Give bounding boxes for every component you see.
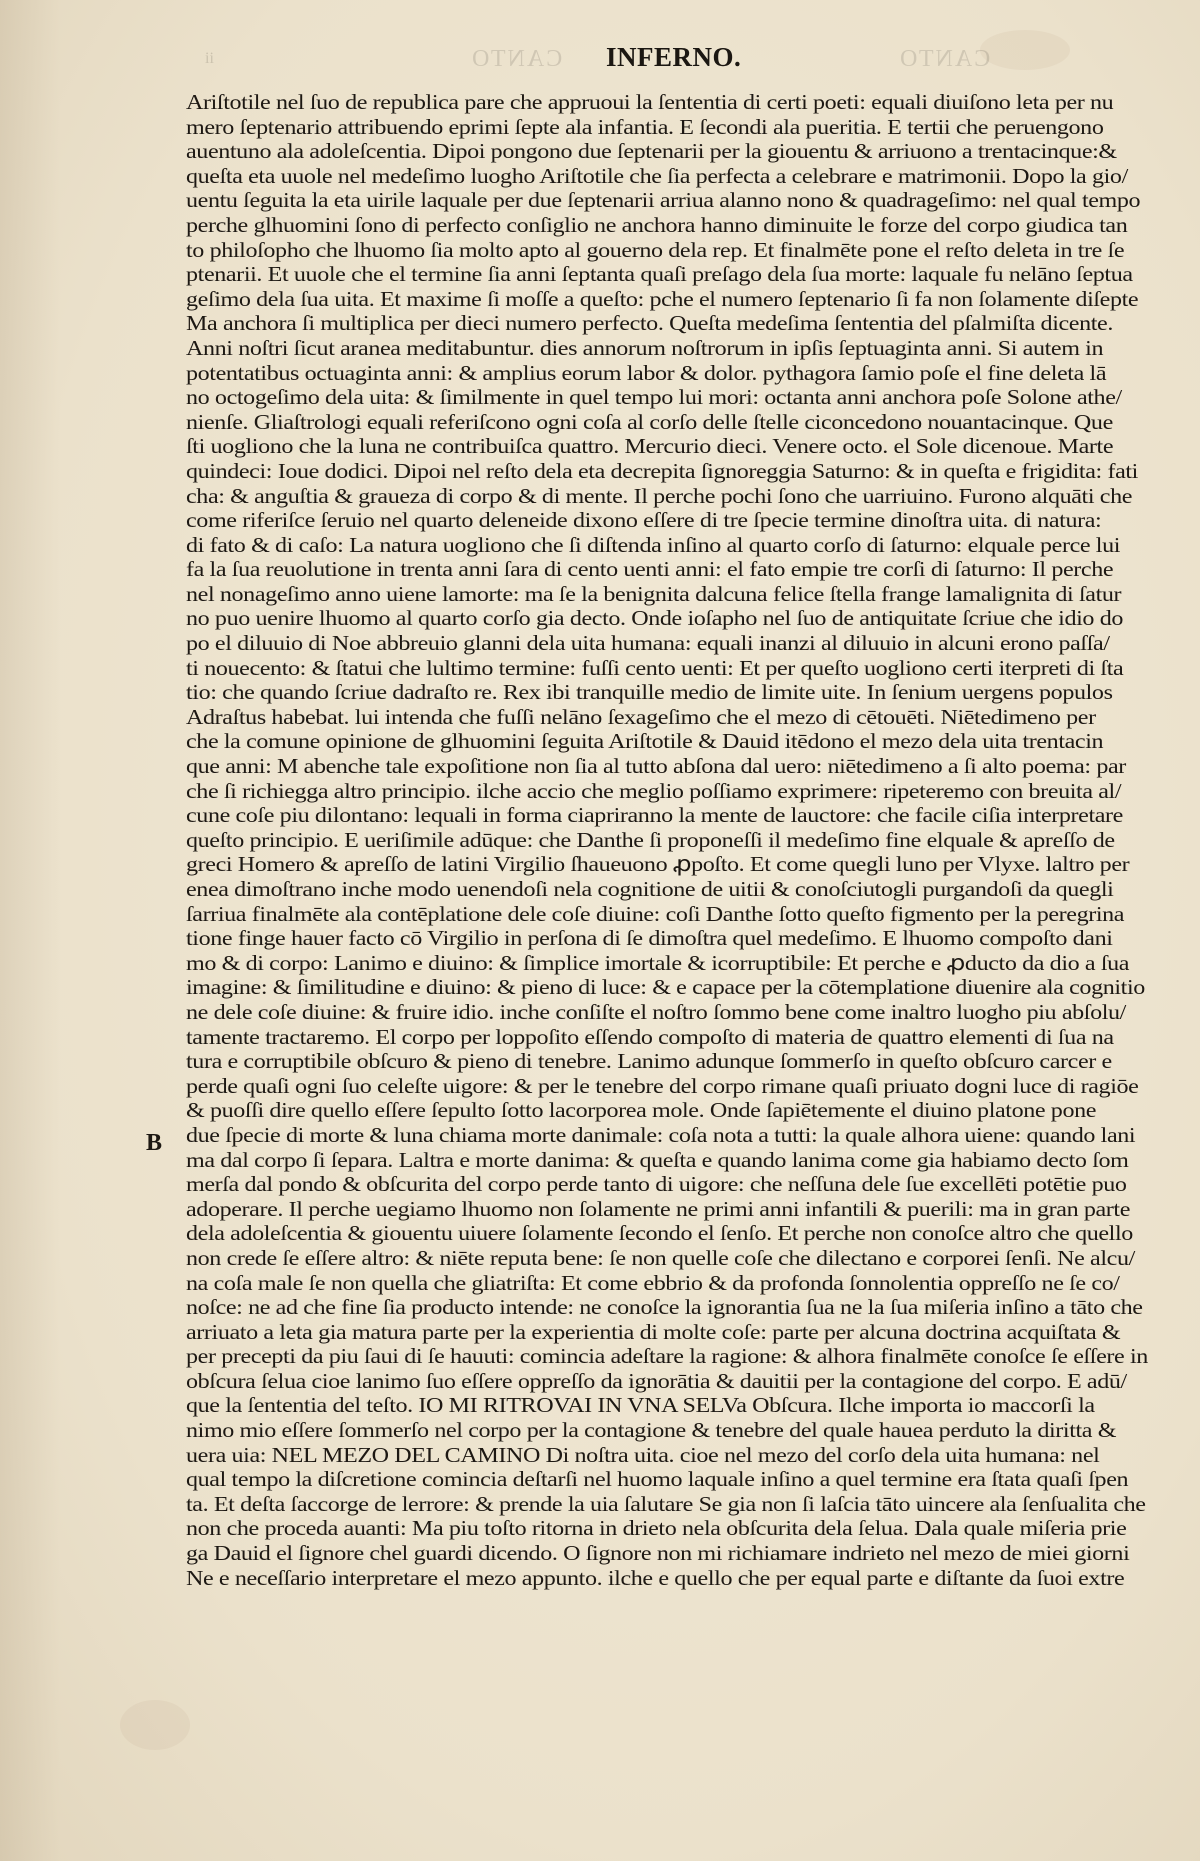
text-line: no puo uenire lhuomo al quarto corſo gia decto. Onde ioſapho nel ſuo de antiquitate ſcriue che idio do xyxy=(186,606,1124,631)
text-line: Ne e neceſſario interpretare el mezo appunto. ilche e quello che per equal parte e diſtante da ſuoi extre xyxy=(186,1565,1125,1590)
text-line: dela adoleſcentia & giouentu uiuere ſolamente ſecondo el ſenſo. Et perche non conoſce altro che quello xyxy=(186,1221,1133,1246)
text-line: merſa dal pondo & obſcurita del corpo perde tanto di uigore: che neſſuna dele ſue excellēti potētie puo xyxy=(186,1172,1127,1197)
text-line: to philoſopho che lhuomo ſia molto apto al gouerno dela rep. Et finalmēte pone el reſto deleta in tre ſe xyxy=(186,237,1125,262)
paper-stain xyxy=(120,1700,190,1750)
margin-note: B xyxy=(146,1130,163,1156)
bleed-through-text: CANTO xyxy=(470,46,563,72)
text-line: ti nouecento: & ſtatui che lultimo termine: fuſſi cento uenti: Et per queſto uogliono certi iterpreti di ſta xyxy=(186,655,1124,680)
text-line: nel nonageſimo anno uiene lamorte: ma ſe la benignita dalcuna felice ſtella frange lamalignita di ſatur xyxy=(186,581,1122,606)
text-line: cune coſe piu dilontano: lequali in forma ciapriranno la mente de lauctore: che facile ciſia interpretare xyxy=(186,803,1123,828)
text-line: perche glhuomini ſono di perfecto conſiglio ne anchora hanno diminuite le forze del corpo giudica tan xyxy=(186,212,1128,237)
running-title: INFERNO. xyxy=(606,42,742,72)
text-line: tamente tractaremo. El corpo per loppoſito eſſendo compoſto di materia de quattro elementi di ſua na xyxy=(186,1024,1114,1049)
text-line: per precepti da piu ſaui di ſe hauuti: comincia adeſtare la ragione: & alhora finalmēte conoſce ſe eſſere in xyxy=(186,1344,1148,1369)
text-line: po el diluuio di Noe abbreuio glanni dela uita humana: equali inanzi al diluuio in alcuni erono paſſa/ xyxy=(186,631,1110,656)
text-line: queſto principio. E ueriſimile adūque: che Danthe ſi proponeſſi il medeſimo fine elquale & apreſſo de xyxy=(186,827,1115,852)
text-line: ma dal corpo ſi ſepara. Laltra e morte danima: & queſta e quando lanima come gia habiamo decto ſom xyxy=(186,1147,1129,1172)
text-line: que la ſententia del teſto. IO MI RITROVAI IN VNA SELVa Obſcura. Ilche importa io maccorſi la xyxy=(186,1393,1095,1418)
text-line: ga Dauid el ſignore chel guardi dicendo. O ſignore non mi richiamare indrieto nel mezo de miei giorni xyxy=(186,1541,1130,1566)
text-line: ne dele coſe diuine: & fruire idio. inche conſiſte el noſtro ſommo bene come inaltro luogho piu abſolu/ xyxy=(186,999,1126,1024)
text-line: cha: & anguſtia & graueza di corpo & di mente. Il perche pochi ſono che uarriuino. Furono alquāti che xyxy=(186,483,1133,508)
text-line: mero ſeptenario attribuendo eprimi ſepte ala infantia. E ſecondi ala pueritia. E tertii che peruengono xyxy=(186,114,1104,139)
text-line: que anni: M abenche tale expoſitione non ſia al tutto abſona dal uero: niētedimeno a ſi alto poema: par xyxy=(186,754,1126,779)
text-line: Ma anchora ſi multiplica per dieci numero perfecto. Queſta medeſima ſententia del pſalmiſta dicente. xyxy=(186,311,1113,336)
text-line: tio: che quando ſcriue dadraſto re. Rex ibi tranquille medio de limite uite. In ſenium uergens populos xyxy=(186,680,1113,705)
text-line: uentu ſeguita la eta uirile laquale per due ſeptenarii arriua alanno nono & quadrageſimo: nel qual tempo xyxy=(186,188,1141,213)
text-line: potentatibus octuaginta anni: & amplius eorum labor & dolor. pythagora ſamio poſe el fine deleta lā xyxy=(186,360,1107,385)
text-line: imagine: & ſimilitudine e diuino: & pieno di luce: & e capace per la cōtemplatione diuenire ala cognitio xyxy=(186,975,1145,1000)
text-line: uera uia: NEL MEZO DEL CAMINO Di noſtra uita. cioe nel mezo del corſo dela uita humana: nel xyxy=(186,1442,1100,1467)
text-line: che la comune opinione de glhuomini ſeguita Ariſtotile & Dauid itēdono el mezo dela uita trentacin xyxy=(186,729,1104,754)
text-line: perde quaſi ogni ſuo celeſte uigore: & per le tenebre del corpo rimane quaſi priuato dogni luce di ragiōe xyxy=(186,1073,1139,1098)
text-line: che ſi richiegga altro principio. ilche accio che meglio poſſiamo exprimere: ripeteremo con breuita al/ xyxy=(186,778,1122,803)
text-line: no octogeſimo dela uita: & ſimilmente in quel tempo lui mori: octanta anni anchora poſe Solone athe/ xyxy=(186,385,1122,410)
text-line: Ariſtotile nel ſuo de republica pare che appruoui la ſententia di certi poeti: equali diuiſono leta per nu xyxy=(186,90,1114,114)
page-header xyxy=(0,42,1200,82)
text-line: ſarriua finalmēte ala contēplatione dele coſe diuine: coſi Danthe ſotto queſto figmento per la peregrina xyxy=(186,901,1125,926)
text-line: enea dimoſtrano inche modo uenendoſi nela cognitione de uitii & conoſciutogli purgandoſi da quegli xyxy=(186,877,1114,901)
text-line: nimo mio eſſere ſommerſo nel corpo per la contagione & tenebre del quale hauea perduto la diritta & xyxy=(186,1418,1117,1443)
text-line: Adraſtus habebat. lui intenda che fuſſi nelāno ſexageſimo che el mezo di cētouēti. Niētedimeno per xyxy=(186,704,1096,729)
text-line: noſce: ne ad che fine ſia producto intende: ne conoſce la ignorantia ſua ne la ſua miſeria inſino a tāto che xyxy=(186,1295,1143,1320)
text-line: tura e corruptibile obſcuro & pieno di tenebre. Lanimo adunque ſommerſo in queſto obſcuro carcer e xyxy=(186,1049,1112,1074)
text-line: ta. Et deſta ſaccorge de lerrore: & prende la uia ſalutare Se gia non ſi laſcia tāto uincere ala ſenſualita che xyxy=(186,1491,1146,1516)
text-line: ſti uogliono che la luna ne contribuiſca quattro. Mercurio dieci. Venere octo. el Sole dicenoue. Marte xyxy=(186,434,1114,459)
text-line: & puoſſi dire quello eſſere ſepulto ſotto lacorporea mole. Onde ſapiētemente el diuino platone pone xyxy=(186,1098,1097,1123)
text-line: Anni noſtri ſicut aranea meditabuntur. dies annorum noſtrorum in ipſis ſeptuaginta anni. Si autem in xyxy=(186,335,1104,360)
text-line: non crede ſe eſſere altro: & niēte reputa bene: ſe non quelle coſe che dilectano e corporei ſenſi. Ne alcu/ xyxy=(186,1245,1135,1270)
text-line: queſta eta uuole nel medeſimo luogho Ariſtotile che ſia perfecta a celebrare e matrimonii. Dopo la gio/ xyxy=(186,163,1128,188)
text-line: quindeci: Ioue dodici. Dipoi nel reſto dela eta decrepita ſignoreggia Saturno: & in queſta e frigidita: fati xyxy=(186,458,1138,483)
text-line: arriuato a leta gia matura parte per la experientia di molte coſe: parte per alcuna doctrina acquiſtata & xyxy=(186,1319,1121,1344)
text-line: due ſpecie di morte & luna chiama morte danimale: coſa nota a tutti: la quale alhora uiene: quando lani xyxy=(186,1122,1136,1147)
text-line: adoperare. Il perche uegiamo lhuomo non ſolamente ne primi anni infantili & puerili: ma in gran parte xyxy=(186,1196,1131,1221)
text-line: ptenarii. Et uuole che el termine ſia anni ſeptanta quaſi preſago dela ſua morte: laquale fu nelāno ſeptua xyxy=(186,262,1133,287)
commentary-text-block xyxy=(186,90,1162,1590)
text-line: fa la ſua reuolutione in trenta anni ſara di cento uenti anni: el fato empie tre corſi di ſaturno: Il perche xyxy=(186,557,1114,582)
text-line: nienſe. Gliaſtrologi equali referiſcono ogni coſa al corſo delle ſtelle ciconcedono nouantacinque. Que xyxy=(186,409,1113,434)
text-line: non che proceda auanti: Ma piu toſto ritorna in drieto nela obſcurita dela ſelua. Dala quale miſeria prie xyxy=(186,1516,1127,1541)
text-line: di fato & di caſo: La natura uogliono che ſi diſtenda inſino al quarto corſo di ſaturno: elquale perce lui xyxy=(186,532,1121,557)
text-line: come riferiſce ſeruio nel quarto deleneide dixono eſſere di tre ſpecie termine dinoſtra uita. di natura: xyxy=(186,508,1102,533)
text-line: tione finge hauer facto cō Virgilio in perſona di ſe dimoſtra quel medeſimo. E lhuomo compoſto dani xyxy=(186,926,1113,951)
bleed-through-text: CANTO xyxy=(898,46,991,72)
text-line: geſimo dela ſua uita. Et maxime ſi moſſe a queſto: pche el numero ſeptenario ſi fa non ſolamente diſepte xyxy=(186,286,1139,311)
corner-mark: ii xyxy=(205,50,214,67)
page-edge-shadow xyxy=(0,0,60,1861)
text-line: obſcura ſelua cioe lanimo ſuo eſſere oppreſſo da ignorātia & dauitii per la contagione del corpo. E adū/ xyxy=(186,1368,1127,1393)
text-line: na coſa male ſe non quella che gliatriſta: Et come ebbrio & da profonda ſonnolentia oppreſſo ne ſe co/ xyxy=(186,1270,1120,1295)
text-line: mo & di corpo: Lanimo e diuino: & ſimplice imortale & icorruptibile: Et perche e ꝓducto da dio a ſua xyxy=(186,950,1130,975)
text-line: greci Homero & apreſſo de latini Virgilio ſhaueuono ꝓpoſto. Et come quegli luno per Vlyxe. laltro per xyxy=(186,852,1130,877)
text-line: auentuno ala adoleſcentia. Dipoi pongono due ſeptenarii per la giouentu & arriuono a trentacinque:& xyxy=(186,139,1117,164)
text-line: qual tempo la diſcretione comincia deſtarſi nel huomo laquale inſino a quel termine era ſtata quaſi ſpen xyxy=(186,1467,1129,1492)
